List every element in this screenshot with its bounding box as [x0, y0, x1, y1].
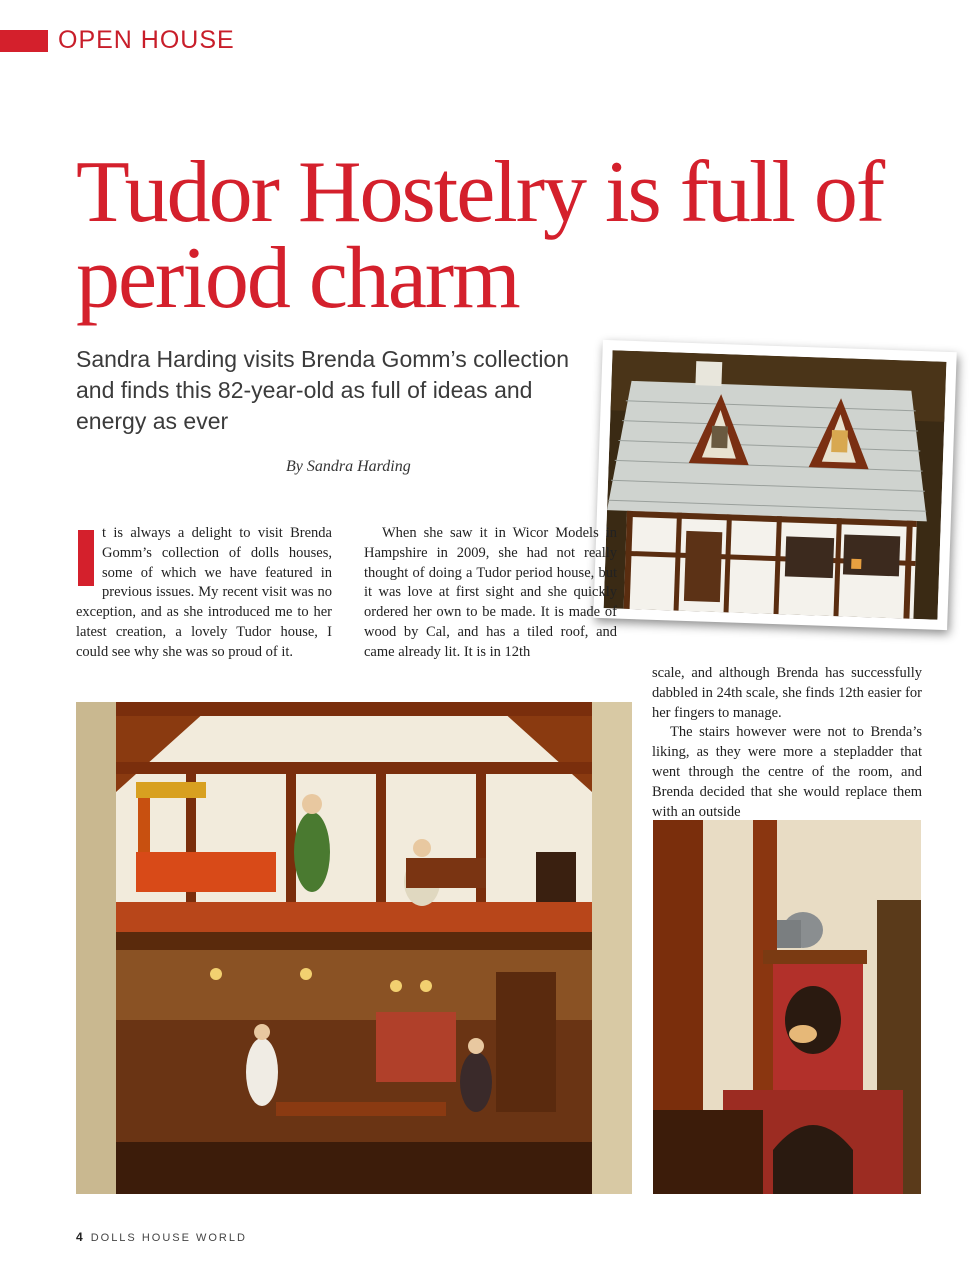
section-label: OPEN HOUSE — [58, 26, 235, 54]
body-column-1 — [76, 524, 332, 663]
body-text-col2: When she saw it in Wicor Models in Hampshire in 2009, she had not really thought of doing a Tudor period house, but it was love at first sight and she quickly ordered her own to be made. It is made of wood by Cal, and has a tiled roof, and came already lit. It is in 12th — [364, 525, 617, 660]
photo-tudor-house-interior — [76, 702, 632, 1194]
drop-cap-letter-i — [78, 530, 94, 586]
body-text-col3-p2: The stairs however were not to Brenda’s liking, as they were more a stepladder that went through the centre of the room, and Brenda decided that she would replace them with an outside — [652, 724, 922, 820]
page-folio — [76, 1230, 247, 1244]
body-text-col1: t is always a delight to visit Brenda Gomm’s collection of dolls houses, some of which we have featured in previous issues. My recent visit was no exception, and as she introduced me to her latest creation, a lovely Tudor house, I could see why she was so proud of it. — [76, 525, 332, 660]
photo-fireplace-detail — [653, 820, 921, 1194]
byline: By Sandra Harding — [286, 458, 411, 475]
body-text-col3-p1: scale, and although Brenda has successfully dabbled in 24th scale, she finds 12th easier for her fingers to manage. — [652, 665, 922, 721]
headline: Tudor Hostelry is full of period charm — [76, 144, 884, 327]
section-color-bar — [0, 30, 48, 52]
standfirst: Sandra Harding visits Brenda Gomm’s collection and finds this 82-year-old as full of ideas and energy as ever — [76, 346, 570, 434]
magazine-name: DOLLS HOUSE WORLD — [90, 1232, 247, 1244]
page-number: 4 — [76, 1230, 83, 1244]
body-column-2 — [364, 524, 617, 663]
photo-tudor-house-exterior — [593, 340, 956, 630]
body-column-3 — [652, 664, 922, 822]
